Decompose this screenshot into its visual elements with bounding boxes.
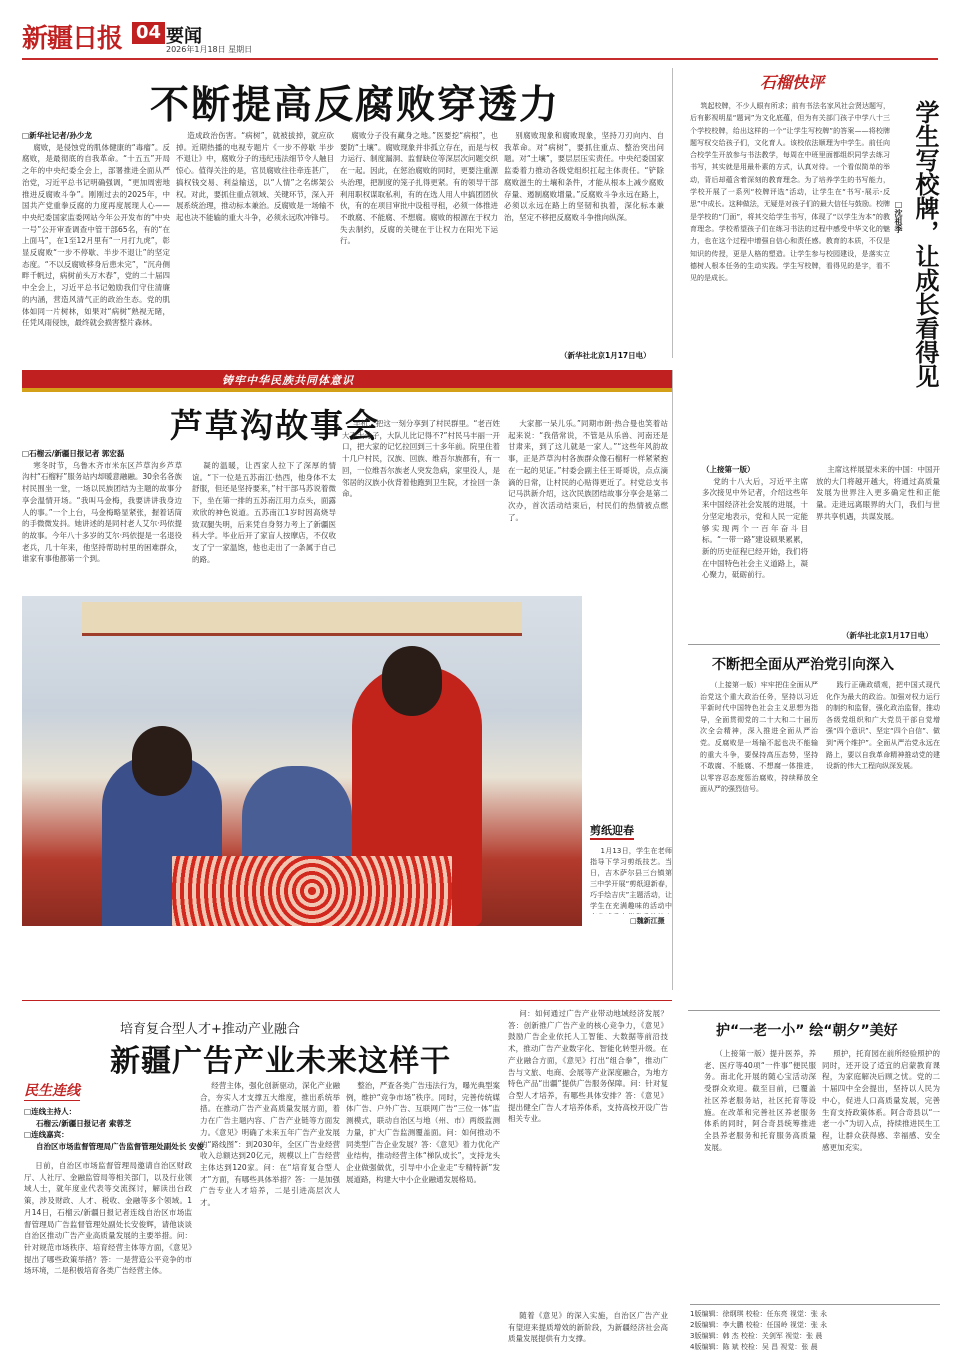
masthead-logo: 新疆日报 (22, 24, 123, 54)
photo-tag: 剪纸迎春 (590, 822, 634, 840)
masthead (22, 18, 938, 58)
article6-col3 (346, 1080, 500, 1350)
section-name: 要闻 (166, 26, 202, 47)
article6-col5 (508, 1310, 668, 1350)
photo-credit: □魏新江摄 (630, 917, 665, 925)
guest-label: □连线嘉宾： (24, 1130, 69, 1140)
article3-source: （新华社北京1月17日电） (842, 631, 933, 640)
sidebar-headline: 学生写校牌，让成长看得见 (911, 100, 939, 388)
article3-col2-text: 主席这样展望未来的中国：中国开放的大门将越开越大，将通过高质量发展为世界注入更多确定性和正能量。走进远离眼界的大门，我们与世界共享机遇，共谋发展。 (816, 465, 940, 521)
article4-col2-text: 践行正确政绩观，把中国式现代化作为最大的政治。加强对权力运行的制约和监督，强化政治监督，推动各级党组织和广大党员干部自觉增强“四个意识”、坚定“四个自信”、做到“两个维护”。全面从严治党永远在路上，要以自我革命精神推动党的建设新的伟大工程向纵深发展。 (826, 681, 940, 771)
article1-col2 (176, 130, 334, 358)
article6-col5-text: 随着《意见》的深入实施，自治区广告产业有望迎来提质增效的新阶段，为新疆经济社会高质量发展提供有力支撑。 (508, 1311, 668, 1344)
credit-line: 1版编辑：徐纲琪 校检：任东亮 视觉：张 永 (690, 1310, 828, 1318)
article6-headline: 新疆广告产业未来这样干 (110, 1044, 451, 1079)
credit-line: 4版编辑：陈 斌 校检：吴 昌 视觉：张 晨 (690, 1343, 818, 1351)
article6-kicker: 培育复合型人才+推动产业融合 (120, 1022, 300, 1037)
sidebar-logo: 石榴快评 (760, 73, 825, 92)
paper-cutting-photo (22, 596, 582, 926)
article6-col2-text: 经营主体，强化创新驱动，深化产业融合，夯实人才支撑五大维度，推出系统举措。在推动广告产业高质量发展方面，着力在广告主题内容、广告产业链等方面发力。《意见》明确了未来五年广告产业发展的“路线图”：到2030年，全区广告业经营收入总额达到20亿元，规模以上广告经营主体达到120家。问：在“培育复合型人才”方面，有哪些具体举措？答：一是加强广告专业人才培养，二是引进高层次人才。 (200, 1081, 340, 1208)
article1-col4 (504, 130, 664, 350)
banner-in-photo (82, 602, 522, 636)
article2-col1 (22, 448, 182, 588)
article6-col1 (24, 1160, 192, 1350)
article5-col1 (704, 1048, 816, 1328)
article5-col1-text: （上接第一版）提升医养，养老、医疗等40项“一件事”便民服务。南北化开展的随心宝活动深受群众欢迎。截至目前，已覆盖社区养老服务站，社区托育等设施。在改革和完善社区养老服务体系的同时，阿合奇县统筹推进全县养老服务和托育服务高质量发展。 (704, 1049, 816, 1152)
article6-col4 (508, 1008, 668, 1308)
host-name: 石榴云/新疆日报记者 索蓉芝 (36, 1118, 132, 1128)
article2-col4 (508, 418, 668, 588)
paper-cut-art (172, 856, 452, 926)
article1-col3-text: 腐败分子没有藏身之地。”医要挖“病根”，也要防“土壤”。腐败现象并非孤立存在，而是与权力运行、制度漏洞、监督缺位等深层次问题交织在一起。因此，在惩治腐败的同时，更要注重源头治理，把制度的笼子扎得更紧。有的领导干部利用职权谋取私利，有的在选人用人中搞团团伙伙，有的在项目审批中设租寻租，必须一体推进不敢腐、不能腐、不想腐。腐败的根源在于权力失去制约，反腐的关键在于让权力在阳光下运行。 (340, 131, 498, 246)
article1-source: （新华社北京1月17日电） (560, 351, 651, 360)
sidebar-byline: □沈祖季 (894, 200, 903, 233)
article2-col3-text: 手机，把这一刻分享到了村民群里。“老百姓大不大分子，大队儿比记得不?”村民马丰丽一开口，把大家的记忆拉回到三十多年前。院里住着十几户村民，汉族、回族、维吾尔族都有，有一回，一位维吾尔族老人突发急病，家里没人，是邻居的汉族小伙背着他跑到卫生院，才捡回一条命。 (342, 419, 500, 499)
article2-col4-text: 大家都一呆儿乐。”同期市朗·热合曼也笑着站起来说：“我借常说，不管是从乐兽、河南还是甘肃来，到了这儿就是一家人。”“这些年风韵故事，正是芦草沟村各族群众像石榴籽一样紧紧抱在一起的见证。”村委会副主任王哥哥说，点点滴滴的日常，让村民的心贴得更近了。村党总支书记马洪新介绍，这次民族团结故事分享会是第二次办，首次活动结束后，村民们的热情被点燃了。 (508, 419, 668, 522)
article3-col1 (702, 464, 808, 642)
article2-col2-text: 凝的温暖，让西家人拉下了深厚的情谊。“下一位是五苏南江·热西，他身体不太舒服，但还是坚持要来，”村干部马苏说着微下，坐在第一排的五苏南江用力点头，面露欢欣的神色说道。五苏南江1岁时因高烧导致双腿失明，后来凭自身努力考上了新疆医科大学。毕业后开了家盲人按摩店，不仅收支了宁一家温饱，他也走出了一条属于自己的路。 (192, 461, 336, 564)
article4-headline: 不断把全面从严治党引向深入 (712, 657, 894, 673)
article2-byline: □石榴云/新疆日报记者 郭宏磊 (22, 449, 125, 458)
article5-headline: 护“一老一小” 绘“朝夕”美好 (716, 1023, 898, 1039)
photo-caption (590, 846, 672, 914)
article3-col1-text: 党的十八大后，习近平主席多次接见中外记者，介绍这些年来中国经济社会发展的进展，十分坚定地表示，党和人民一定能够实现两个一百年奋斗目标。“一带一路”建设硕果累累，新的历史征程已经开始，我们将在中国特色社会主义道路上，凝心聚力，砥砺前行。 (702, 476, 808, 580)
masthead-rule (22, 58, 938, 60)
article2-col3 (342, 418, 500, 588)
article2-col2 (192, 460, 336, 588)
teacher-head (382, 646, 442, 716)
host-label: □连线主持人： (24, 1107, 77, 1116)
article3-byline: （上接第一版） (702, 465, 755, 474)
article5-col2 (822, 1048, 940, 1328)
article6-col1-text: 日前，自治区市场监督管理局邀请自治区财政厅、人社厅、金融监管局等相关部门，以及行业领域人士，就年度业代表等交流探讨，解读出台政策，涉及财政、人才、税收、金融等多个领域。1月14日，石榴云/新疆日报记者连线自治区市场监督管理局广告监督管理处副处长安俊辉，请他谈谈自治区推动广告产业高质量发展的主要举措。问：针对规范市场秩序、培育经营主体等方面，《意见》提出了哪些政策举措？答：一是营造公平竞争的市场环境，二是积极培育各类广告经营主体。 (24, 1161, 192, 1276)
article6-logo: 民生连线 (24, 1080, 80, 1101)
banner-ornament (22, 388, 672, 392)
page-number: 04 (132, 22, 165, 44)
article1-col2-text: 造成政治伤害。“病树”，就被拔掉，就应砍掉。近期热播的电视专题片《一步不停歇 半步不退让》中，腐败分子的违纪违法细节令人触目惊心。值得关注的是，官员腐败往往牵连甚广，搞权钱交易、利益输送，以“人情”之名绑架公权。对此，要抓住重点领域、关键环节，深入开展系统治理，推动标本兼治。反腐败是一场输不起也决不能输的重大斗争，必须永远吹冲锋号。 (176, 131, 334, 222)
article6-col4-text: 问：如何通过广告产业带动地域经济发展？答：创新推广广告产业的核心竞争力，《意见》鼓励广告企业依托人工智能、大数据等前沿技术，推动广告产业数字化、智能化转型升级。在产业融合方面，《意见》打出“组合拳”，推动广告与文旅、电商、会展等产业深度融合，为地方特色产品“出疆”提供广告服务保障。问：针对复合型人才培养，有哪些具体安排？答：《意见》提出健全广告人才培养体系，支持高校开设广告相关专业。 (508, 1009, 668, 1124)
credit-line: 3版编辑：韩 杰 校检：关剑军 视觉：张 晨 (690, 1332, 823, 1340)
article6-hosts (24, 1106, 204, 1154)
guest-name: 自治区市场监督管理局广告监督管理处副处长 安俊 (36, 1142, 204, 1152)
sidebar-body (690, 100, 890, 460)
article1-headline: 不断提高反腐败穿透力 (150, 83, 561, 128)
student-head-left (132, 726, 192, 796)
article1-col1 (22, 130, 170, 358)
theme-banner (22, 370, 672, 388)
editor-credits (690, 1304, 940, 1353)
article1-col1-text: 腐败，是侵蚀党的肌体健康的“毒瘤”。反腐败，是最彻底的自我革命。“十五五”开局之年的中央纪委全会上，部署推进全面从严治党，习近平总书记明确强调，“更加周密地推进反腐败斗争”。刚刚过去的2025年，中国共产党重拳反腐的力度再度展现人心——中央纪委国家监委网站今年公开发布的“中央一号”公开审查调查中管干部65名，有的“在上面马”，在1至12月里有“一月打九虎”，彰显反腐败“一步不停歇、半步不退让”的坚定态度。“不以反腐败移身后患未完”，“沉舟侧畔千帆过，病树前头万木春”，党的二十届四中全会上，习近平总书记勉励我们守住清廉的内涵，营造风清气正的政治生态。党的肌体如同一片树林，如果对“病树”熟视无睹，任凭风雨侵蚀，最终就会损害整片森林。 (22, 142, 170, 328)
article2-headline: 芦草沟故事会 (170, 406, 380, 445)
article4-col1 (700, 680, 818, 1000)
article3-col2 (816, 464, 940, 628)
article1-col4-text: 别腐败现象和腐败现象，坚持刀刃向内、自我革命。对“病树”，要抓住重点、整治突出问题。对“土壤”，要层层压实责任。中央纪委国家监委着力推动各级党组织扛起主体责任。“铲除腐败滋生的土壤和条件，才能从根本上减少腐败存量、遏制腐败增量。”反腐败斗争永远在路上，必须以永远在路上的坚韧和执着，深化标本兼治，坚定不移把反腐败斗争推向纵深。 (504, 131, 664, 222)
article5-col2-text: 照护，托育园在前所经验照护的同时，还开设了适宜的启蒙教育课程，为家庭解决后顾之忧。党的二十届四中全会提出，坚持以人民为中心，促进人口高质量发展，完善生育支持政策体系。阿合奇县以“一老一小”为切入点，持续推进民生工程，让群众获得感、幸福感、安全感更加充实。 (822, 1049, 940, 1152)
article2-col1-text: 寒冬时节，乌鲁木齐市米东区芦草沟乡芦草沟村“石榴籽”服务站内却暖意融融。30余名各族村民围坐一堂，一场以民族团结为主题的故事分享会温情开场。“我叫马金梅，我要讲讲我身边人的事。”一个上台，马金梅略显紧张，握着话筒的手微微发抖。她讲述的是同村老人艾尔·玛依提的故事。今年八十多岁的艾尔·玛依提是一名退役老兵，几十年来，他坚持帮助村里的困难群众，谁家有事他都第一个到。 (22, 460, 182, 564)
photo-caption-text: 1月13日，学生在老师指导下学习剪纸技艺。当日，吉木萨尔县三台镇第三中学开展“剪纸迎新春，巧手绘吉庆”主题活动，让学生在充满趣味的活动中 (590, 847, 672, 910)
article1-col3 (340, 130, 498, 358)
article4-col2 (826, 680, 940, 1000)
article4-col1-text: （上接第一版）牢牢把住全面从严治党这个重大政治任务，坚持以习近平新时代中国特色社会主义思想为指导，全面贯彻党的二十大和二十届历次全会精神，深入推进全面从严治党。反腐败是一场输不起也决不能输的重大斗争，要保持高压态势，坚持不敢腐、不能腐、不想腐一体推进，以零容忍态度惩治腐败，持续释放全面从严的强烈信号。 (700, 681, 818, 794)
article6-col2 (200, 1080, 340, 1350)
credit-line: 2版编辑：李大鹏 校检：任国岭 视觉：张 永 (690, 1321, 828, 1329)
article1-byline: □新华社记者/孙少龙 (22, 131, 92, 140)
issue-date: 2026年1月18日 星期日 (166, 45, 253, 54)
theme-banner-text: 铸牢中华民族共同体意识 (222, 374, 354, 387)
sidebar-body-text: 筑起校牌，不少人眼有所求；前有书法名家风社会贤达题写，后有影视明星“题词”为文化底蕴，但为有关部门孩子中学八十三个学校校牌，给出这样的一个“让学生写校牌”的答案——将校牌题写权交给孩子们，文化育人。该校依法顺理为中学生。前任向合校学生开放参与书法教学，每周在中班里面都组织同学去练习书写，其实就是用最朴素的方式，认真对待。一个看似简单的举动，背后却蕴含着深刻的教育理念。为了培养学生的书写能力，学校开展了一系列“校牌评选”活动，让学生在“书写-展示-反思”中成长。这种做法，无疑是对孩子们的最大信任与鼓励。校牌是学校的“门面”，将其交给学生书写，体现了“以学生为本”的教育理念。学校希望孩子们在练习书法的过程中感受中华文化的魅力，也在这个过程中增强自信心和责任感。教育的本质，不仅是知识的传授，更是人格的塑造。让学生参与校园建设，是落实立德树人根本任务的生动实践。学生写校牌，看得见的是字，看不见的是成长。 (690, 102, 890, 283)
article6-col3-text: 整治，严查各类广告违法行为，曝光典型案例，维护“竞争市场”秩序。同时，完善传统媒体广告、户外广告、互联网广告“三位一体”监测模式，联动自治区与地（州、市）两级监测力量，扩大广告监测覆盖面。问：如何推动不同类型广告企业发展？答：《意见》着力优化产业结构，推动经营主体“梯队成长”，支持龙头企业做强做优，引导中小企业走“专精特新”发展道路，构建大中小企业融通发展格局。 (346, 1081, 500, 1184)
